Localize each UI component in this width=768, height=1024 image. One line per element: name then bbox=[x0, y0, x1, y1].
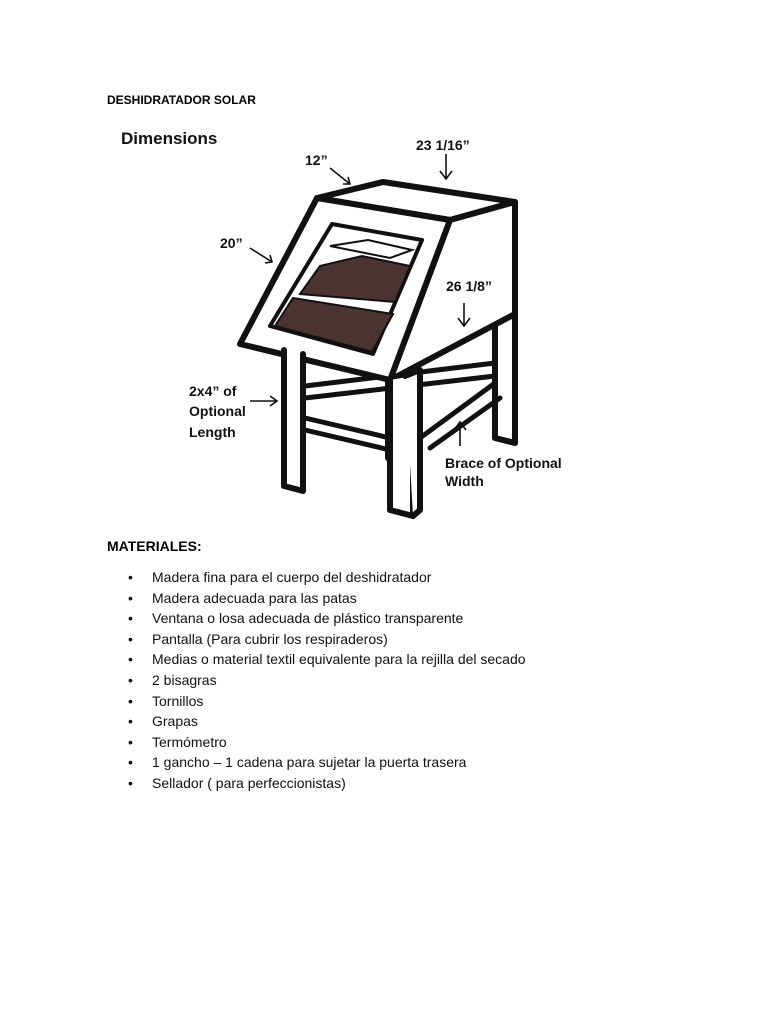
width-arrow bbox=[440, 154, 452, 179]
width-label: 23 1/16” bbox=[416, 137, 470, 153]
front-brace bbox=[305, 418, 390, 450]
list-item: • Madera fina para el cuerpo del deshidratador bbox=[128, 567, 526, 588]
list-item: • Termómetro bbox=[128, 732, 526, 753]
list-item: • Tornillos bbox=[128, 691, 526, 712]
brace-label-line1: Brace of Optional bbox=[445, 455, 562, 471]
back-right-leg bbox=[495, 313, 515, 443]
list-item: • Medias o material textil equivalente para la rejilla del secado bbox=[128, 649, 526, 670]
legs-label-line2: Optional bbox=[189, 403, 246, 419]
list-item: • Sellador ( para perfeccionistas) bbox=[128, 773, 526, 794]
front-left-leg bbox=[284, 350, 303, 491]
depth-arrow bbox=[330, 168, 350, 184]
list-item: • Grapas bbox=[128, 711, 526, 732]
materials-heading: MATERIALES: bbox=[107, 538, 202, 554]
brace-label-line2: Width bbox=[445, 473, 484, 489]
document-title: DESHIDRATADOR SOLAR bbox=[107, 93, 256, 107]
legs-label-line1: 2x4” of bbox=[189, 383, 237, 399]
depth-label: 12” bbox=[305, 152, 328, 168]
list-item: • 2 bisagras bbox=[128, 670, 526, 691]
list-item: • Ventana o losa adecuada de plástico transparente bbox=[128, 608, 526, 629]
legs-arrow bbox=[250, 396, 277, 406]
front-height-label: 20” bbox=[220, 235, 243, 251]
dehydrator-diagram bbox=[100, 118, 580, 528]
list-item: • Madera adecuada para las patas bbox=[128, 588, 526, 609]
legs-label-line3: Length bbox=[189, 424, 236, 440]
list-item: • Pantalla (Para cubrir los respiraderos) bbox=[128, 629, 526, 650]
materials-list bbox=[128, 567, 526, 794]
back-height-label: 26 1/8” bbox=[446, 278, 492, 294]
front-height-arrow bbox=[250, 248, 272, 263]
diagram-heading: Dimensions bbox=[121, 129, 218, 148]
list-item: • 1 gancho – 1 cadena para sujetar la puerta trasera bbox=[128, 752, 526, 773]
